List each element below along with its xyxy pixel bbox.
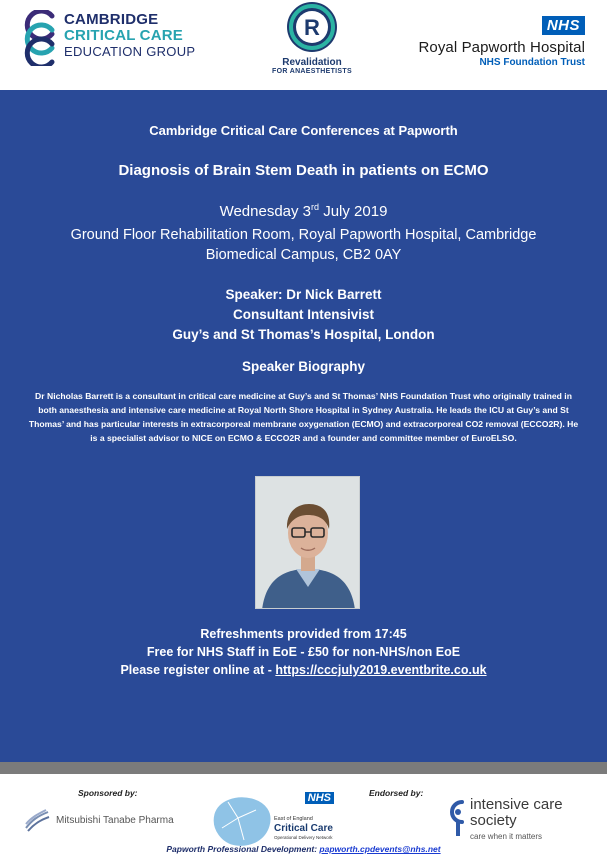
header-logos (0, 0, 607, 90)
speaker-affiliation: Guy’s and St Thomas’s Hospital, London (172, 327, 435, 342)
ics-logo-icon (446, 798, 468, 838)
speaker-block (0, 285, 607, 345)
bio-heading: Speaker Biography (241, 359, 366, 374)
register-line: Please register online at - https://cccjuly2019.eventbrite.co.uk (120, 663, 487, 677)
sponsored-label: Sponsored by: (78, 788, 138, 798)
ics-tagline: care when it matters (470, 832, 543, 841)
event-venue (40, 225, 567, 265)
conference-series: Cambridge Critical Care Conferences at Papworth (149, 123, 458, 138)
ics-line1: intensive care (470, 796, 563, 813)
ccc-line2: CRITICAL CARE (64, 27, 183, 44)
ccc-logo-icon (22, 10, 58, 66)
speaker-photo-icon (256, 477, 360, 609)
refreshments: Refreshments provided from 17:45 (200, 627, 407, 641)
footer-divider (0, 762, 607, 774)
talk-title: Diagnosis of Brain Stem Death in patients on ECMO (118, 162, 489, 179)
nhs-trust-name: NHS Foundation Trust (479, 57, 585, 68)
venue-line2: Biomedical Campus, CB2 0AY (205, 247, 402, 263)
event-date: Wednesday 3rd July 2019 (219, 202, 388, 220)
speaker-role: Consultant Intensivist (232, 307, 374, 322)
eoe-network: Operational Delivery Network (274, 835, 333, 840)
eoe-critical-care-logo (208, 788, 338, 852)
ccc-line1: CAMBRIDGE (64, 11, 159, 28)
event-panel (0, 90, 607, 762)
bio-text: Dr Nicholas Barrett is a consultant in critical care medicine at Guy’s and St Thomas’ NHS Foundation Trust who originally trained in both anaesthesia and intensive care medicine at Royal North Shore Hospital in Sydney Australia. He leads the ICU at Guy’s and St Thomas’ and has particular interests in extracorporeal membrane oxygenation (ECMO) and extracorporeal CO2 removal (ECCO2R). He is a specialist advisor to NICE on ECMO & ECCO2R and a founder and committee member of EuroELSO. (28, 391, 579, 443)
revalidation-badge-icon (285, 0, 339, 54)
eoe-name: Critical Care (274, 823, 333, 834)
endorsed-label: Endorsed by: (369, 788, 424, 798)
eoe-nhs-badge: NHS (305, 792, 334, 804)
nhs-hospital-name: Royal Papworth Hospital (418, 39, 585, 56)
pricing: Free for NHS Staff in EoE - £50 for non-NHS/non EoE (146, 645, 461, 659)
nhs-logo (385, 16, 585, 76)
register-link[interactable]: https://cccjuly2019.eventbrite.co.uk (275, 663, 487, 677)
eoe-region: East of England (274, 816, 313, 822)
ppd-contact (0, 844, 607, 854)
revalidation-logo (262, 0, 362, 84)
east-of-england-map-icon (208, 788, 278, 852)
revalidation-sub: FOR ANAESTHETISTS (272, 68, 352, 75)
event-logistics (0, 625, 607, 679)
sponsor-logo (24, 808, 194, 832)
revalidation-letter: R (304, 15, 320, 40)
speaker-photo (255, 476, 360, 609)
ppd-email-link[interactable]: papworth.cpdevents@nhs.net (319, 844, 441, 854)
mitsubishi-tanabe-icon (24, 808, 50, 832)
ics-line2: society (470, 812, 517, 829)
ccc-logo (22, 10, 222, 66)
footer (0, 774, 607, 862)
ppd-label: Papworth Professional Development: (166, 844, 320, 854)
speaker-name: Speaker: Dr Nick Barrett (225, 287, 382, 302)
revalidation-word: Revalidation (282, 57, 342, 68)
venue-line1: Ground Floor Rehabilitation Room, Royal Papworth Hospital, Cambridge (70, 227, 537, 243)
ccc-line3: EDUCATION GROUP (64, 44, 196, 59)
sponsor-name: Mitsubishi Tanabe Pharma (56, 815, 174, 826)
nhs-badge: NHS (542, 16, 585, 35)
